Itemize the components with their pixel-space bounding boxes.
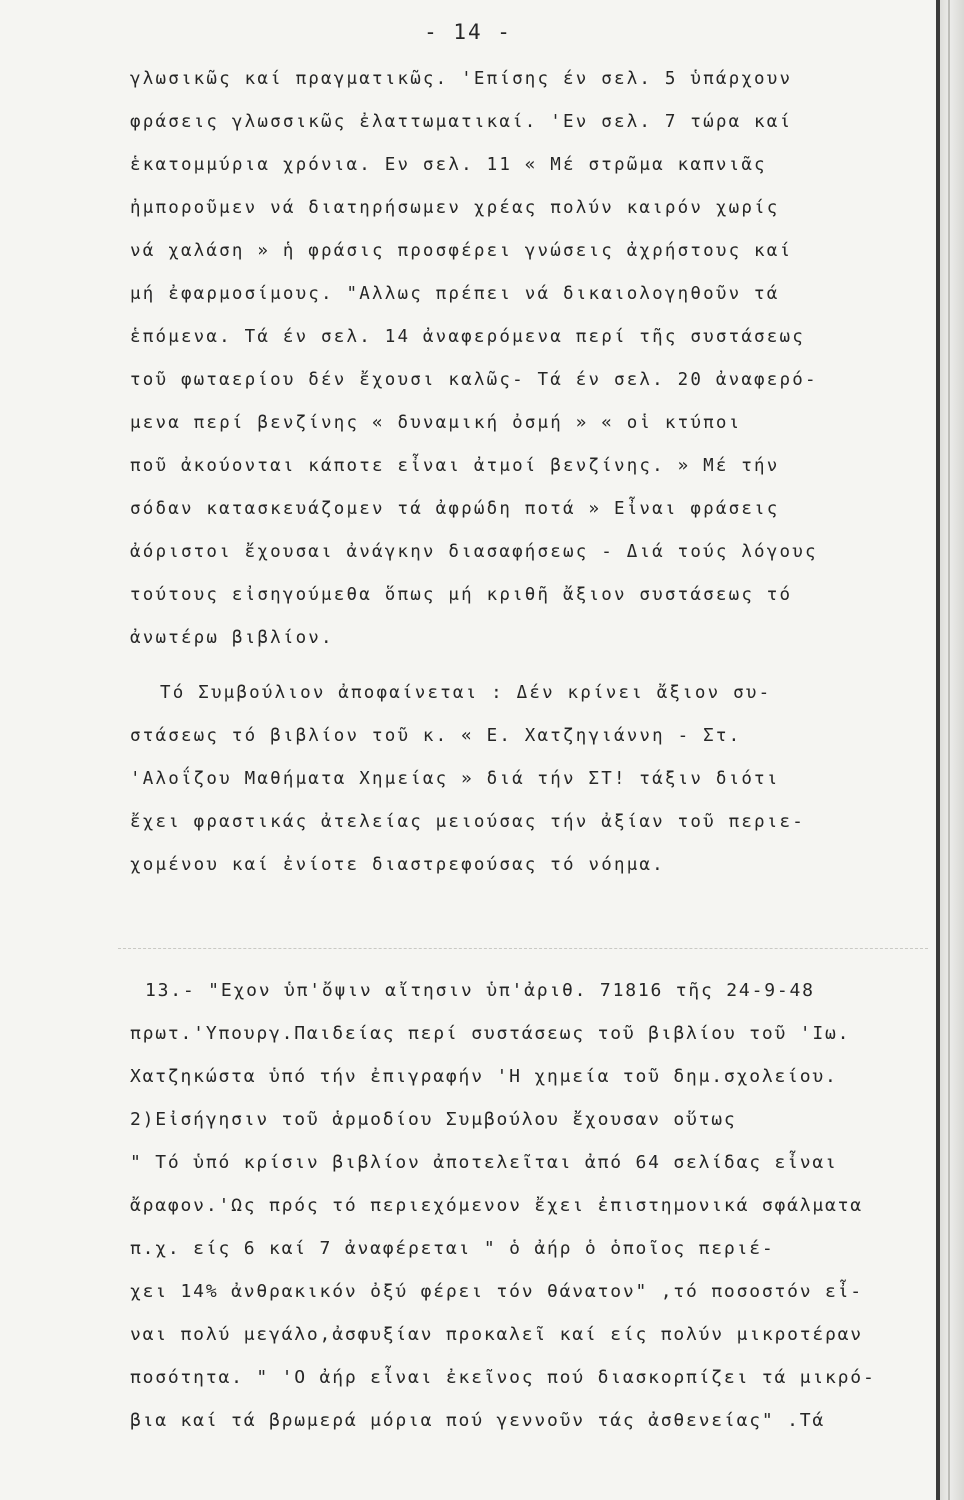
- text-line: τούτους εἰσηγούμεθα ὅπως μή κριθῆ ἄξιον συστάσεως τό: [130, 585, 793, 605]
- scan-margin-line: [948, 0, 950, 1500]
- text-line: Τό Συμβούλιον ἀποφαίνεται : Δέν κρίνει ἄξιον συ-: [160, 683, 772, 703]
- scan-margin-strip: [940, 0, 964, 1500]
- text-line: ποῦ ἀκούονται κάποτε εἶναι ἀτμοί βενζίνης. » Μέ τήν: [130, 456, 780, 476]
- text-line: μή ἐφαρμοσίμους. "Αλλως πρέπει νά δικαιολογηθοῦν τά: [130, 284, 780, 304]
- text-line: σόδαν κατασκευάζομεν τά ἀφρώδη ποτά » Εἶναι φράσεις: [130, 499, 780, 519]
- text-line: ἄραφον.'Ως πρός τό περιεχόμενον ἔχει ἐπιστημονικά σφάλματα: [130, 1195, 863, 1216]
- text-line: γλωσικῶς καί πραγματικῶς. 'Επίσης έν σελ. 5 ὑπάρχουν: [130, 69, 793, 89]
- page-number: - 14 -: [424, 20, 512, 44]
- text-line: ἀνωτέρω βιβλίον.: [130, 628, 334, 648]
- text-line: 'Αλοΐζου Μαθήματα Χημείας » διά τήν ΣΤ! τάξιν διότι: [130, 769, 780, 789]
- text-line: Χατζηκώστα ὑπό τήν ἐπιγραφήν 'Η χημεία τοῦ δημ.σχολείου.: [130, 1066, 838, 1087]
- text-line: χει 14% ἀνθρακικόν ὀξύ φέρει τόν θάνατον" ,τό ποσοστόν εἶ-: [130, 1281, 863, 1302]
- text-line: " Τό ὑπό κρίσιν βιβλίον ἀποτελεῖται ἀπό 64 σελίδας εἶναι: [130, 1152, 838, 1173]
- text-line: π.χ. είς 6 καί 7 ἀναφέρεται " ὁ ἀήρ ὁ ὁποῖος περιέ-: [130, 1238, 775, 1259]
- text-line: ποσότητα. " 'Ο ἀήρ εἶναι ἐκεῖνος πού διασκορπίζει τά μικρό-: [130, 1367, 876, 1388]
- text-line: ἑπόμενα. Τά έν σελ. 14 ἀναφερόμενα περί τῆς συστάσεως: [130, 327, 806, 347]
- text-line: μενα περί βενζίνης « δυναμική ὀσμή » « οἱ κτύποι: [130, 413, 742, 433]
- text-line: ναι πολύ μεγάλο,ἀσφυξίαν προκαλεῖ καί είς πολύν μικροτέραν: [130, 1324, 863, 1345]
- text-line: ἠμποροῦμεν νά διατηρήσωμεν χρέας πολύν καιρόν χωρίς: [130, 198, 780, 218]
- text-line: φράσεις γλωσσικῶς ἐλαττωματικαί. 'Εν σελ. 7 τώρα καί: [130, 112, 793, 132]
- text-line: νά χαλάση » ἡ φράσις προσφέρει γνώσεις ἀχρήστους καί: [130, 241, 793, 261]
- text-line: χομένου καί ἐνίοτε διαστρεφούσας τό νόημα.: [130, 855, 665, 875]
- text-line: ἔχει φραστικάς ἀτελείας μειούσας τήν ἀξίαν τοῦ περιε-: [130, 812, 806, 832]
- section-divider: [118, 948, 928, 950]
- text-line: στάσεως τό βιβλίον τοῦ κ. « Ε. Χατζηγιάννη - Στ.: [130, 726, 742, 746]
- text-line: 13.- "Εχον ὑπ'ὄψιν αἴτησιν ὑπ'ἀριθ. 71816 τῆς 24-9-48: [145, 980, 815, 1001]
- text-line: ἀόριστοι ἔχουσαι ἀνάγκην διασαφήσεως - Διά τούς λόγους: [130, 542, 818, 562]
- text-line: 2)Εἰσήγησιν τοῦ ἁρμοδίου Συμβούλου ἔχουσαν οὕτως: [130, 1109, 737, 1130]
- text-line: βια καί τά βρωμερά μόρια πού γεννοῦν τάς ἀσθενείας" .Τά: [130, 1410, 826, 1431]
- text-line: ἑκατομμύρια χρόνια. Εν σελ. 11 « Μέ στρῶμα καπνιᾶς: [130, 155, 767, 175]
- text-line: πρωτ.'Υπουργ.Παιδείας περί συστάσεως τοῦ βιβλίου τοῦ 'Ιω.: [130, 1023, 851, 1044]
- text-line: τοῦ φωταερίου δέν ἔχουσι καλῶς- Τά έν σελ. 20 ἀναφερό-: [130, 370, 818, 390]
